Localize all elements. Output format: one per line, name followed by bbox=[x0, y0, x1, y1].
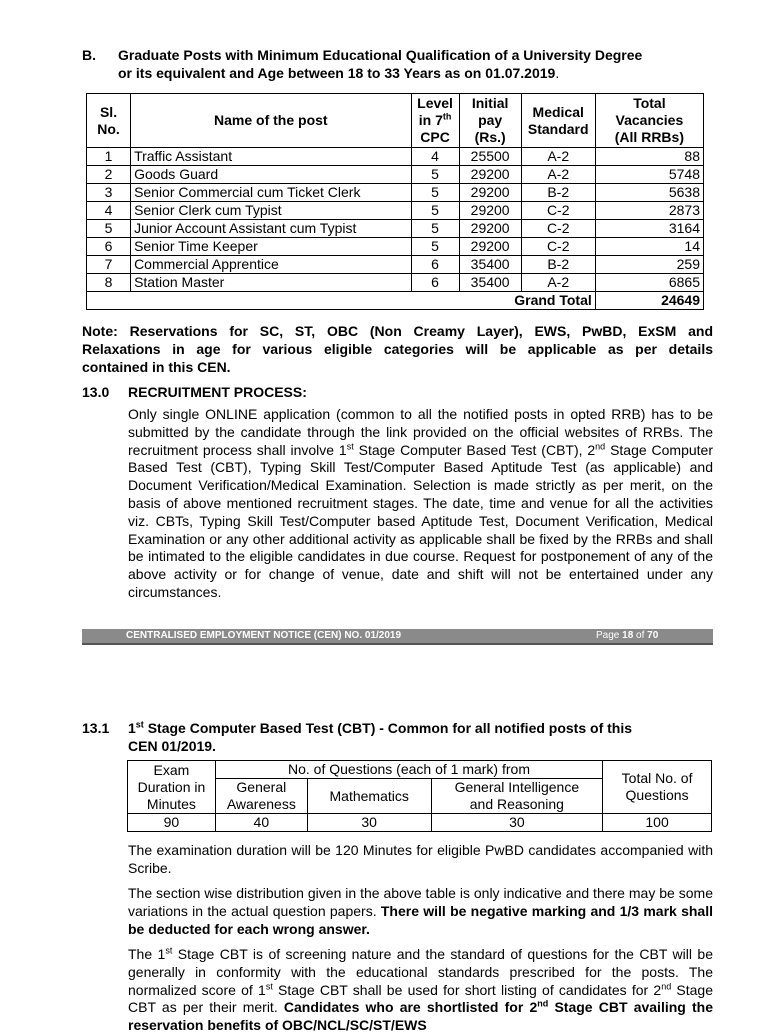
section-distribution-paragraph: The section wise distribution given in the above table is only indicative and there may be some variations in the actual question papers. There will be negative marking and 1/3 mark shall be deducted for each wrong answer. bbox=[128, 885, 713, 937]
row-pay: 35400 bbox=[459, 274, 521, 292]
row-vacancies: 3164 bbox=[595, 220, 703, 238]
header-medical: Medical Standard bbox=[521, 94, 595, 148]
section-b-heading bbox=[118, 46, 718, 82]
row-level: 5 bbox=[411, 166, 459, 184]
row-vacancies: 5638 bbox=[595, 184, 703, 202]
row-vacancies: 14 bbox=[595, 238, 703, 256]
cbt-header-ga: General Awareness bbox=[215, 779, 307, 814]
table-row bbox=[87, 256, 704, 274]
row-sl-no: 8 bbox=[87, 274, 131, 292]
cbt-header-math: Mathematics bbox=[307, 779, 431, 814]
page-footer bbox=[82, 629, 713, 645]
row-sl-no: 5 bbox=[87, 220, 131, 238]
row-post-name: Commercial Apprentice bbox=[131, 256, 411, 274]
footer-notice: CENTRALISED EMPLOYMENT NOTICE (CEN) NO. 01/2019 bbox=[126, 630, 402, 641]
row-level: 5 bbox=[411, 184, 459, 202]
row-vacancies: 259 bbox=[595, 256, 703, 274]
row-level: 6 bbox=[411, 274, 459, 292]
table-row bbox=[87, 274, 704, 292]
grand-total-row bbox=[87, 292, 704, 310]
table-row bbox=[87, 184, 704, 202]
cbt-ga-value: 40 bbox=[215, 814, 307, 832]
header-post-name: Name of the post bbox=[131, 94, 411, 148]
section-b-heading-line1: Graduate Posts with Minimum Educational Qualification of a University Degree bbox=[118, 47, 643, 63]
row-post-name: Senior Time Keeper bbox=[131, 238, 411, 256]
cbt-duration-value: 90 bbox=[128, 814, 216, 832]
heading-line2-text: or its equivalent and Age between 18 to 33 Years as on 01.07.2019 bbox=[118, 65, 556, 81]
grand-total-label: Grand Total bbox=[87, 292, 596, 310]
table-row bbox=[87, 166, 704, 184]
footer-page: Page 18 of 70 bbox=[596, 630, 659, 641]
row-sl-no: 3 bbox=[87, 184, 131, 202]
row-level: 5 bbox=[411, 220, 459, 238]
posts-table bbox=[86, 93, 704, 310]
cbt-values-row bbox=[128, 814, 712, 832]
row-sl-no: 4 bbox=[87, 202, 131, 220]
row-medical: C-2 bbox=[521, 202, 595, 220]
screening-paragraph: The 1st Stage CBT is of screening nature and the standard of questions for the CBT will be generally in conformity with the educational standards prescribed for the posts. The normalized score of 1st Stage CBT shall be used for short listing of candidates for 2nd Stage CBT as per their merit. Candidates who are shortlisted for 2nd Stage CBT availing the reservation benefits of OBC/NCL/SC/ST/EWS bbox=[128, 945, 713, 1034]
row-post-name: Station Master bbox=[131, 274, 411, 292]
note-line2: Relaxations in age for various eligible categories will be applicable as per details bbox=[82, 341, 713, 357]
header-sl-no: Sl. No. bbox=[87, 94, 131, 148]
table-row bbox=[87, 148, 704, 166]
row-post-name: Senior Clerk cum Typist bbox=[131, 202, 411, 220]
row-pay: 29200 bbox=[459, 220, 521, 238]
row-sl-no: 1 bbox=[87, 148, 131, 166]
row-pay: 35400 bbox=[459, 256, 521, 274]
section-13-title: RECRUITMENT PROCESS: bbox=[128, 384, 307, 400]
cbt-math-value: 30 bbox=[307, 814, 431, 832]
cbt-header-duration: Exam Duration in Minutes bbox=[128, 761, 216, 814]
section-b-label: B. bbox=[82, 47, 96, 63]
row-pay: 29200 bbox=[459, 184, 521, 202]
table-row bbox=[87, 220, 704, 238]
grand-total-value: 24649 bbox=[595, 292, 703, 310]
row-medical: C-2 bbox=[521, 238, 595, 256]
note bbox=[82, 322, 713, 376]
header-vacancies: Total Vacancies (All RRBs) bbox=[595, 94, 703, 148]
row-pay: 25500 bbox=[459, 148, 521, 166]
cbt-gir-value: 30 bbox=[431, 814, 603, 832]
section-131-number: 13.1 bbox=[82, 720, 110, 736]
section-13-number: 13.0 bbox=[82, 384, 110, 400]
row-sl-no: 7 bbox=[87, 256, 131, 274]
row-level: 5 bbox=[411, 202, 459, 220]
posts-table-header bbox=[87, 94, 704, 148]
row-medical: B-2 bbox=[521, 184, 595, 202]
section-131-title: 1st Stage Computer Based Test (CBT) - Common for all notified posts of this CEN 01/2019. bbox=[128, 719, 633, 754]
row-post-name: Senior Commercial cum Ticket Clerk bbox=[131, 184, 411, 202]
row-level: 4 bbox=[411, 148, 459, 166]
row-vacancies: 88 bbox=[595, 148, 703, 166]
header-initial-pay: Initial pay (Rs.) bbox=[459, 94, 521, 148]
row-medical: A-2 bbox=[521, 166, 595, 184]
row-pay: 29200 bbox=[459, 238, 521, 256]
cbt-header-questions: No. of Questions (each of 1 mark) from bbox=[215, 761, 602, 779]
table-row bbox=[87, 202, 704, 220]
row-medical: A-2 bbox=[521, 274, 595, 292]
cbt-table bbox=[127, 760, 712, 832]
cbt-total-value: 100 bbox=[603, 814, 712, 832]
row-post-name: Traffic Assistant bbox=[131, 148, 411, 166]
recruitment-process-paragraph: Only single ONLINE application (common to all the notified posts in opted RRB) has to be submitted by the candidate through the link provided on the official websites of RRBs. The recruitment process shall involve 1st Stage Computer Based Test (CBT), 2nd Stage Computer Based Test (CBT), Typing Skill Test/Computer Based Aptitude Test (as applicable) and Document Verification/Medical Examination. Selection is made strictly as per merit, on the basis of above mentioned recruitment stages. The date, time and venue for all the activities viz. CBTs, Typing Skill Test/Computer based Aptitude Test, Document Verification, Medical Examination or any other additional activity as applicable shall be fixed by the RRBs and shall be intimated to the eligible candidates in due course. Request for postponement of any of the above activity or for change of venue, date and shift will not be entertained under any circumstances. bbox=[128, 406, 713, 600]
pwbd-duration-paragraph: The examination duration will be 120 Minutes for eligible PwBD candidates accompanied with Scribe. bbox=[128, 842, 713, 876]
row-medical: A-2 bbox=[521, 148, 595, 166]
row-medical: B-2 bbox=[521, 256, 595, 274]
row-sl-no: 6 bbox=[87, 238, 131, 256]
header-level: Level in 7th CPC bbox=[411, 94, 459, 148]
row-pay: 29200 bbox=[459, 202, 521, 220]
row-level: 5 bbox=[411, 238, 459, 256]
row-level: 6 bbox=[411, 256, 459, 274]
row-vacancies: 6865 bbox=[595, 274, 703, 292]
table-row bbox=[87, 238, 704, 256]
row-post-name: Junior Account Assistant cum Typist bbox=[131, 220, 411, 238]
note-line1: Note: Reservations for SC, ST, OBC (Non Creamy Layer), EWS, PwBD, ExSM and bbox=[82, 323, 713, 339]
cbt-header-total: Total No. of Questions bbox=[603, 761, 712, 814]
row-sl-no: 2 bbox=[87, 166, 131, 184]
section-b-heading-line2 bbox=[118, 64, 718, 82]
row-pay: 29200 bbox=[459, 166, 521, 184]
note-line3: contained in this CEN. bbox=[82, 359, 231, 375]
row-medical: C-2 bbox=[521, 220, 595, 238]
row-vacancies: 2873 bbox=[595, 202, 703, 220]
row-vacancies: 5748 bbox=[595, 166, 703, 184]
heading-period: . bbox=[555, 65, 560, 81]
row-post-name: Goods Guard bbox=[131, 166, 411, 184]
cbt-header-gir: General Intelligence and Reasoning bbox=[431, 779, 603, 814]
